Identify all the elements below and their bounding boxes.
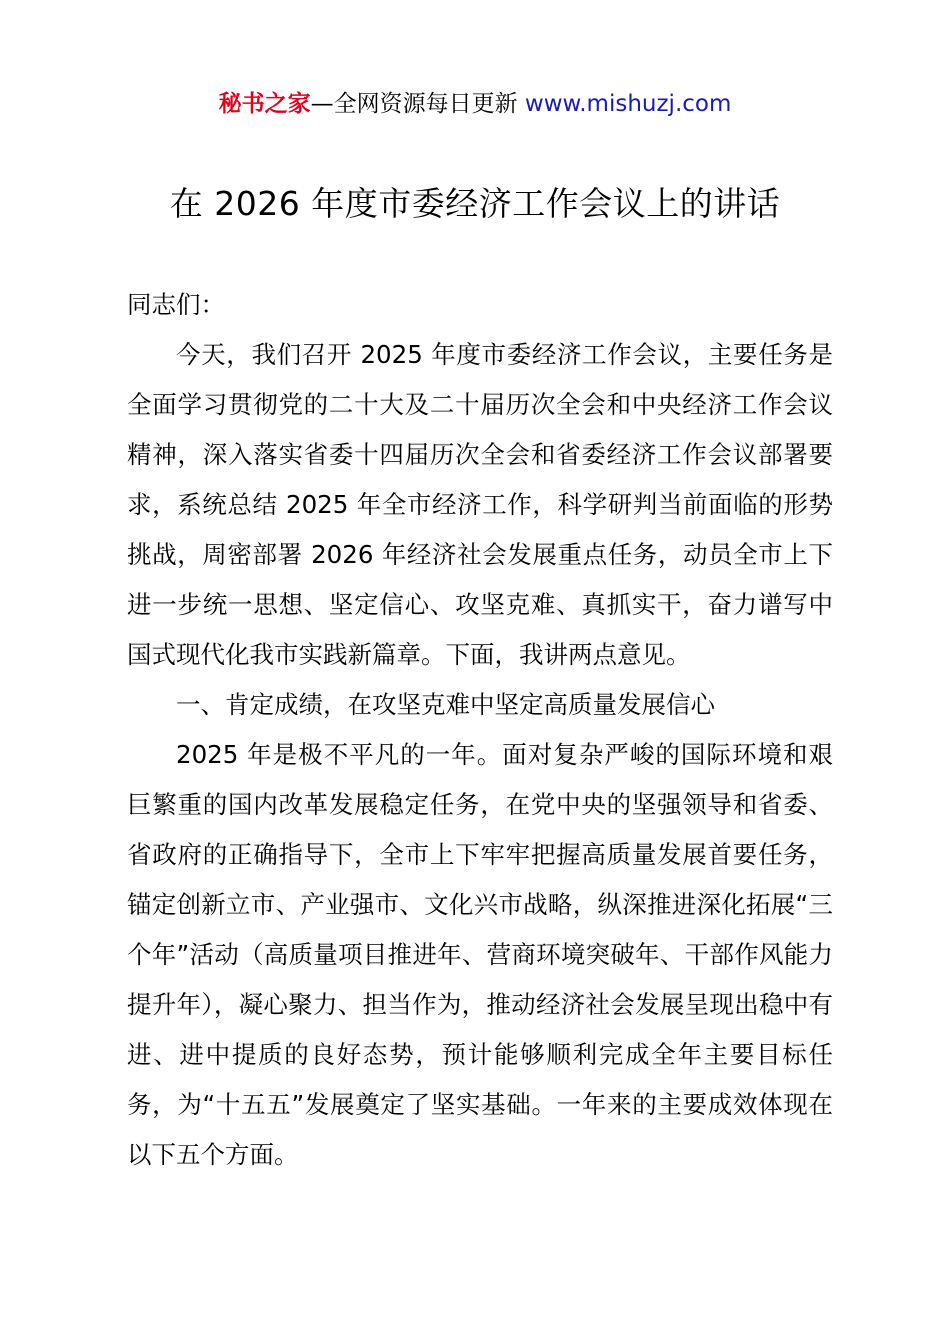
- section-paragraph: 2025 年是极不平凡的一年。面对复杂严峻的国际环境和艰巨繁重的国内改革发展稳定任务，在党中央的坚强领导和省委、省政府的正确指导下，全市上下牢牢把握高质量发展首要任务，锚定创新立市、产业强市、文化兴市战略，纵深推进深化拓展“三个年”活动（高质量项目推进年、营商环境突破年、干部作风能力提升年），凝心聚力、担当作为，推动经济社会发展呈现出稳中有进、进中提质的良好态势，预计能够顺利完成全年主要目标任务，为“十五五”发展奠定了坚实基础。一年来的主要成效体现在以下五个方面。: [127, 740, 833, 1169]
- site-url-link[interactable]: www.mishuzj.com: [524, 91, 732, 117]
- brand-name: 秘书之家: [218, 91, 311, 117]
- section-heading: 一、肯定成绩，在攻坚克难中坚定高质量发展信心: [176, 690, 715, 719]
- intro-paragraph: 今天，我们召开 2025 年度市委经济工作会议，主要任务是全面学习贯彻党的二十大及二十届历次全会和中央经济工作会议精神，深入落实省委十四届历次全会和省委经济工作会议部署要求，系统总结 2025 年全市经济工作，科学研判当前面临的形势挑战，周密部署 2026 年经济社会发展重点任务，动员全市上下进一步统一思想、坚定信心、攻坚克难、真抓实干，奋力谱写中国式现代化我市实践新篇章。下面，我讲两点意见。: [127, 340, 833, 669]
- document-title: 在 2026 年度市委经济工作会议上的讲话: [169, 184, 781, 223]
- site-header: [0, 86, 950, 122]
- header-tagline: —全网资源每日更新: [310, 91, 525, 117]
- salutation: 同志们：: [127, 290, 225, 319]
- document-body: [127, 280, 833, 1180]
